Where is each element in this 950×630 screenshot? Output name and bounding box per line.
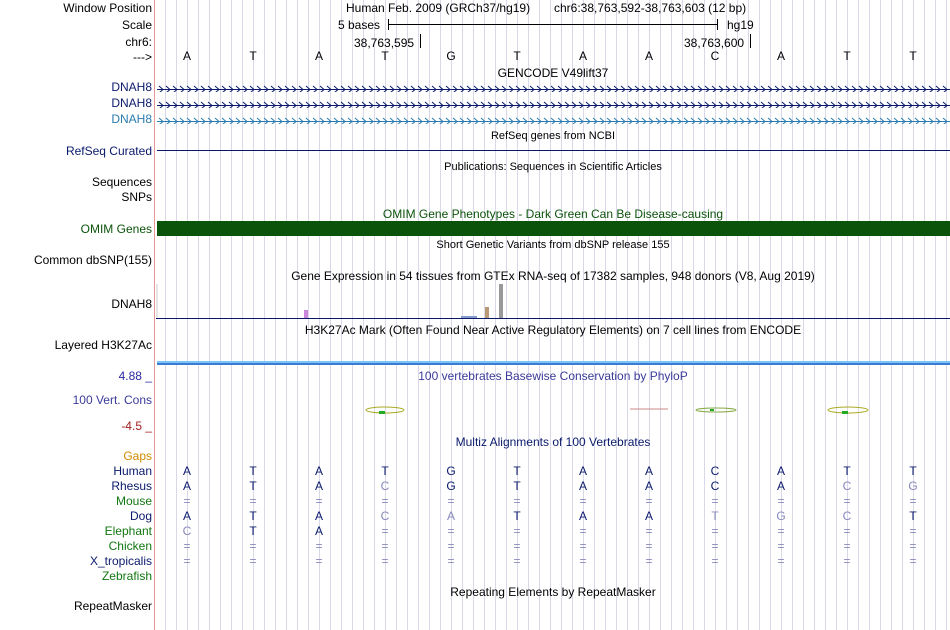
alignment-base: = bbox=[447, 494, 455, 508]
scale-bar bbox=[388, 24, 718, 25]
alignment-base: = bbox=[645, 539, 653, 553]
species-label[interactable]: Zebrafish bbox=[101, 569, 152, 583]
alignment-base: C bbox=[842, 509, 852, 523]
cons-label[interactable]: 100 Vert. Cons bbox=[72, 393, 152, 407]
alignment-base: A bbox=[446, 509, 455, 523]
alignment-base: G bbox=[446, 479, 456, 493]
position-text: chr6:38,763,592-38,763,603 (12 bp) bbox=[554, 1, 747, 15]
scale-db: hg19 bbox=[727, 18, 754, 32]
alignment-base: C bbox=[380, 479, 390, 493]
alignment-base: = bbox=[777, 539, 785, 553]
alignment-base: A bbox=[314, 479, 323, 493]
alignment-base: = bbox=[909, 539, 917, 553]
alignment-base: = bbox=[315, 539, 323, 553]
window-position-label: Window Position bbox=[63, 1, 152, 15]
base-letter: A bbox=[776, 49, 785, 63]
alignment-base: A bbox=[776, 464, 785, 478]
alignment-base: T bbox=[909, 464, 917, 478]
alignment-base: G bbox=[776, 509, 786, 523]
alignment-base: T bbox=[513, 464, 521, 478]
gencode-row-label[interactable]: DNAH8 bbox=[111, 80, 152, 94]
scale-label: Scale bbox=[121, 18, 152, 32]
gencode-row-label[interactable]: DNAH8 bbox=[111, 96, 152, 110]
alignment-base: T bbox=[249, 479, 257, 493]
publications-sequences-label[interactable]: Sequences bbox=[91, 175, 152, 189]
alignment-base: T bbox=[381, 464, 389, 478]
alignment-base: = bbox=[447, 554, 455, 568]
alignment-base: = bbox=[579, 524, 587, 538]
species-label[interactable]: Human bbox=[113, 464, 152, 478]
alignment-base: = bbox=[315, 494, 323, 508]
alignment-base: = bbox=[843, 539, 851, 553]
base-letter: A bbox=[314, 49, 323, 63]
alignment-base: = bbox=[513, 494, 521, 508]
omim-gene-bar[interactable] bbox=[157, 221, 950, 236]
publications-title[interactable]: Publications: Sequences in Scientific Articles bbox=[444, 161, 662, 173]
alignment-base: = bbox=[777, 554, 785, 568]
base-letter: T bbox=[249, 49, 257, 63]
gencode-transcript-1[interactable] bbox=[157, 83, 950, 92]
alignment-base: = bbox=[249, 539, 257, 553]
alignment-base: T bbox=[711, 509, 719, 523]
chrom-label: chr6: bbox=[125, 35, 152, 49]
assembly-text: Human Feb. 2009 (GRCh37/hg19) bbox=[346, 1, 531, 15]
alignment-base: = bbox=[249, 554, 257, 568]
dbsnp-label[interactable]: Common dbSNP(155) bbox=[33, 253, 152, 267]
alignment-base: = bbox=[711, 494, 719, 508]
alignment-base: = bbox=[579, 539, 587, 553]
alignment-base: T bbox=[249, 509, 257, 523]
alignment-base: = bbox=[645, 524, 653, 538]
alignment-base: T bbox=[843, 464, 851, 478]
h3k27ac-label[interactable]: Layered H3K27Ac bbox=[54, 338, 152, 352]
alignment-base: = bbox=[513, 554, 521, 568]
alignment-base: = bbox=[579, 554, 587, 568]
base-letter: A bbox=[644, 49, 653, 63]
alignment-base: = bbox=[381, 539, 389, 553]
alignment-base: = bbox=[711, 539, 719, 553]
alignment-base: C bbox=[710, 479, 720, 493]
species-label[interactable]: Chicken bbox=[108, 539, 152, 553]
base-letter: A bbox=[182, 49, 191, 63]
alignment-base: G bbox=[908, 479, 918, 493]
alignment-base: T bbox=[249, 464, 257, 478]
alignment-base: = bbox=[777, 494, 785, 508]
alignment-base: = bbox=[315, 554, 323, 568]
strand-label: ---> bbox=[133, 50, 152, 64]
alignment-base: = bbox=[843, 494, 851, 508]
alignment-base: A bbox=[182, 509, 191, 523]
omim-title[interactable]: OMIM Gene Phenotypes - Dark Green Can Be Disease-causing bbox=[382, 207, 724, 221]
alignment-base: A bbox=[314, 509, 323, 523]
alignment-base: = bbox=[843, 554, 851, 568]
alignment-base: = bbox=[645, 554, 653, 568]
alignment-base: C bbox=[842, 479, 852, 493]
omim-label[interactable]: OMIM Genes bbox=[80, 222, 152, 236]
alignment-base: A bbox=[644, 509, 653, 523]
alignment-base: = bbox=[711, 554, 719, 568]
alignment-base: = bbox=[513, 539, 521, 553]
coord-right: 38,763,600 bbox=[684, 36, 745, 50]
alignment-base: C bbox=[710, 464, 720, 478]
alignment-base: C bbox=[182, 524, 192, 538]
gtex-label[interactable]: DNAH8 bbox=[111, 297, 152, 311]
base-letter: T bbox=[909, 49, 917, 63]
alignment-base: C bbox=[380, 509, 390, 523]
alignment-base: = bbox=[909, 524, 917, 538]
alignment-base: G bbox=[446, 464, 456, 478]
alignment-base: A bbox=[182, 464, 191, 478]
multiz-title[interactable]: Multiz Alignments of 100 Vertebrates bbox=[455, 435, 651, 449]
gtex-title[interactable]: Gene Expression in 54 tissues from GTEx RNA-seq of 17382 samples, 948 donors (V8, Aug 2019) bbox=[291, 269, 815, 283]
cons-title[interactable]: 100 vertebrates Basewise Conservation by PhyloP bbox=[418, 369, 688, 383]
label-separator bbox=[154, 0, 155, 630]
gencode-title[interactable]: GENCODE V49lift37 bbox=[497, 66, 609, 80]
alignment-base: = bbox=[183, 554, 191, 568]
alignment-base: = bbox=[645, 494, 653, 508]
base-letter: C bbox=[710, 49, 720, 63]
species-label[interactable]: Mouse bbox=[115, 494, 152, 508]
base-letter: T bbox=[843, 49, 851, 63]
scale-bar-left-tick bbox=[388, 19, 389, 30]
alignment-base: T bbox=[513, 479, 521, 493]
coord-left-tick bbox=[420, 34, 421, 48]
alignment-base: A bbox=[578, 479, 587, 493]
cons-wiggle-plot[interactable] bbox=[156, 400, 950, 420]
repeatmasker-title[interactable]: Repeating Elements by RepeatMasker bbox=[450, 585, 656, 599]
gtex-expression-plot[interactable] bbox=[156, 284, 950, 320]
cons-min-label: -4.5 _ bbox=[121, 419, 152, 433]
gencode-row-label[interactable]: DNAH8 bbox=[111, 112, 152, 126]
alignment-base: A bbox=[644, 464, 653, 478]
coord-right-tick bbox=[750, 34, 751, 48]
alignment-base: = bbox=[381, 524, 389, 538]
repeatmasker-label[interactable]: RepeatMasker bbox=[73, 599, 152, 613]
base-letter: T bbox=[381, 49, 389, 63]
alignment-base: A bbox=[578, 464, 587, 478]
alignment-base: A bbox=[314, 524, 323, 538]
alignment-base: = bbox=[711, 524, 719, 538]
species-label[interactable]: X_tropicalis bbox=[89, 554, 152, 568]
multiz-gaps-label[interactable]: Gaps bbox=[123, 449, 152, 463]
publications-snps-label[interactable]: SNPs bbox=[121, 190, 152, 204]
base-letter: T bbox=[513, 49, 521, 63]
scale-value: 5 bases bbox=[338, 18, 381, 32]
alignment-base: = bbox=[909, 494, 917, 508]
alignment-base: = bbox=[381, 494, 389, 508]
alignment-base: = bbox=[249, 494, 257, 508]
alignment-base: = bbox=[909, 554, 917, 568]
cons-max-label: 4.88 _ bbox=[118, 369, 152, 383]
alignment-base: = bbox=[183, 539, 191, 553]
h3k27ac-signal-dark[interactable] bbox=[157, 363, 950, 365]
alignment-base: = bbox=[381, 554, 389, 568]
alignment-base: T bbox=[249, 524, 257, 538]
alignment-base: = bbox=[447, 539, 455, 553]
alignment-base: T bbox=[513, 509, 521, 523]
alignment-base: = bbox=[843, 524, 851, 538]
scale-bar-right-tick bbox=[717, 19, 718, 30]
base-letter: A bbox=[578, 49, 587, 63]
species-label[interactable]: Rhesus bbox=[111, 479, 152, 493]
species-label[interactable]: Dog bbox=[129, 509, 152, 523]
species-label[interactable]: Elephant bbox=[104, 524, 152, 538]
gencode-transcript-2[interactable] bbox=[157, 99, 950, 108]
coord-left: 38,763,595 bbox=[354, 36, 415, 50]
alignment-base: A bbox=[578, 509, 587, 523]
gencode-transcript-3[interactable] bbox=[157, 115, 950, 124]
base-letter: G bbox=[446, 49, 456, 63]
alignment-base: A bbox=[776, 479, 785, 493]
alignment-base: A bbox=[182, 479, 191, 493]
alignment-base: = bbox=[579, 494, 587, 508]
alignment-base: T bbox=[909, 509, 917, 523]
alignment-base: = bbox=[183, 494, 191, 508]
refseq-title[interactable]: RefSeq genes from NCBI bbox=[490, 130, 616, 142]
alignment-base: A bbox=[314, 464, 323, 478]
dbsnp-title[interactable]: Short Genetic Variants from dbSNP release 155 bbox=[436, 239, 670, 251]
refseq-label[interactable]: RefSeq Curated bbox=[65, 144, 152, 158]
h3k27ac-title[interactable]: H3K27Ac Mark (Often Found Near Active Regulatory Elements) on 7 cell lines from ENCODE bbox=[304, 323, 802, 337]
refseq-gene-line[interactable] bbox=[157, 150, 950, 151]
alignment-base: = bbox=[447, 524, 455, 538]
alignment-base: = bbox=[777, 524, 785, 538]
alignment-base: A bbox=[644, 479, 653, 493]
alignment-base: = bbox=[513, 524, 521, 538]
